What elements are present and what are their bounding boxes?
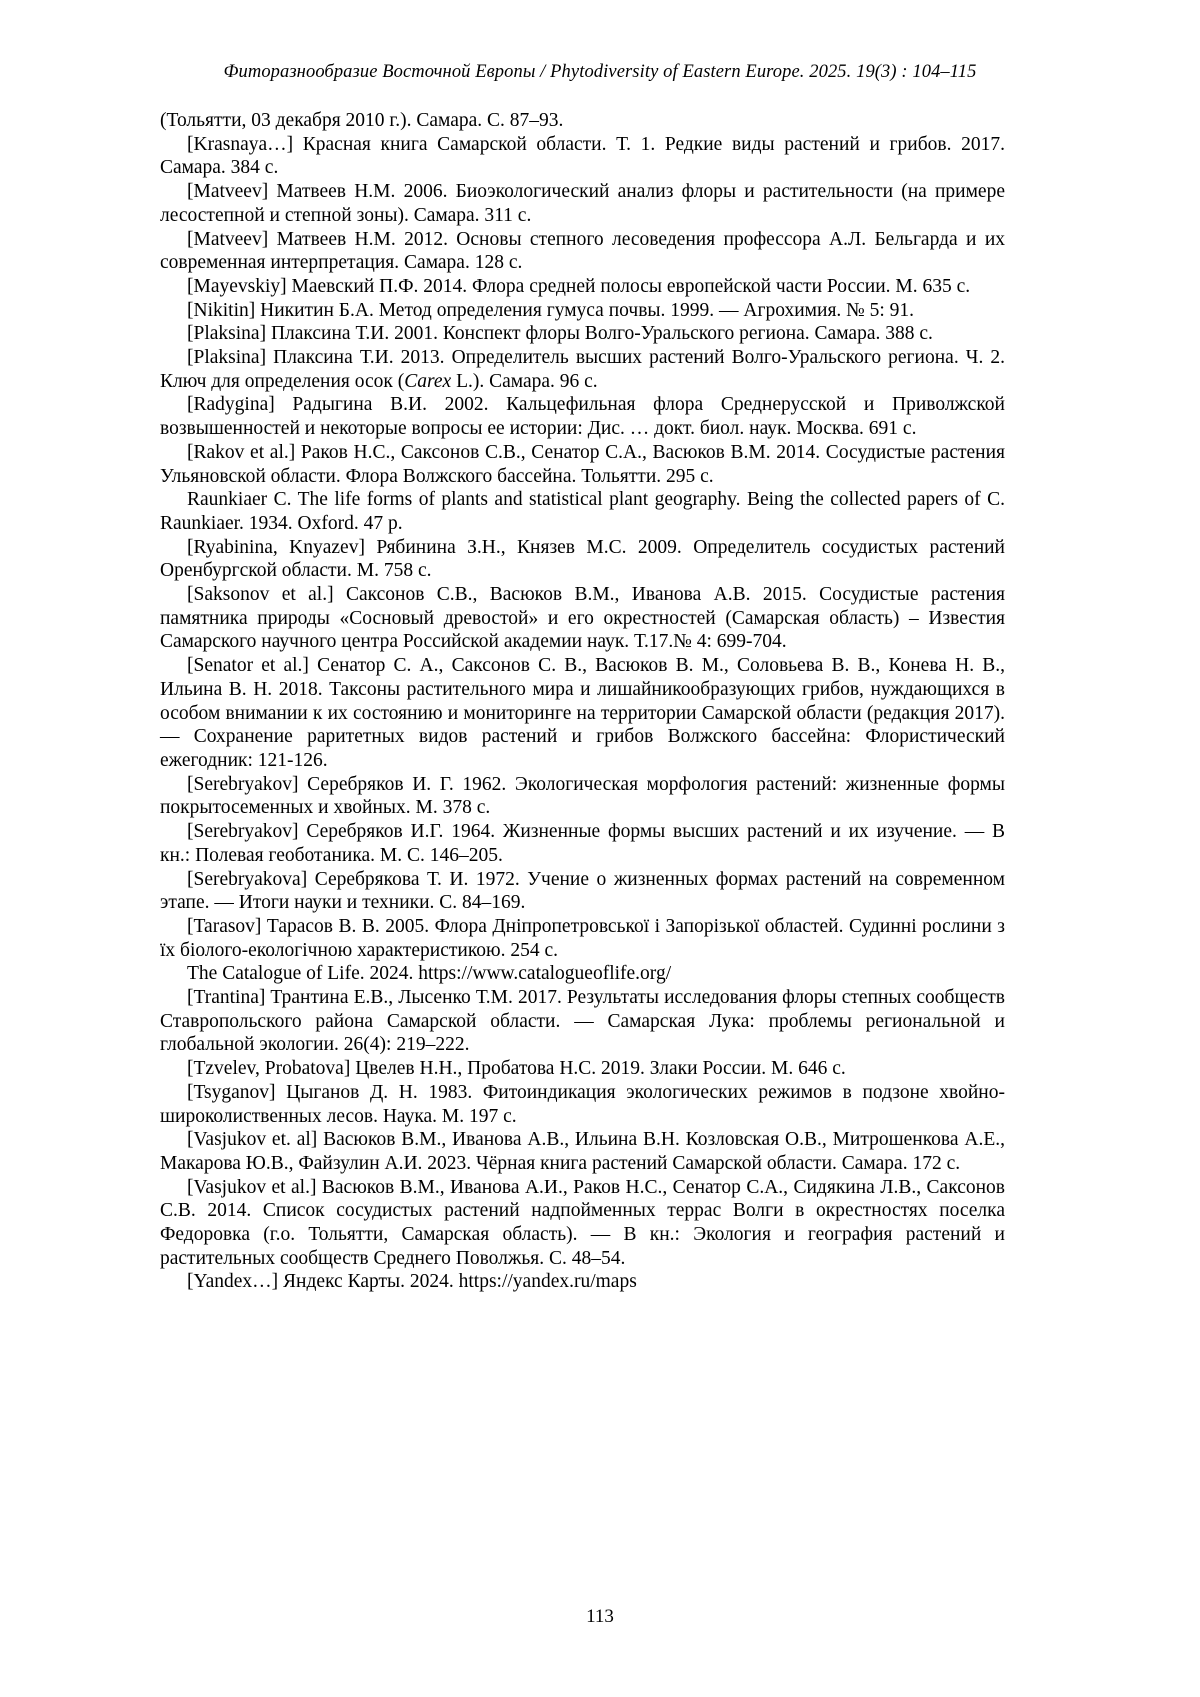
page-number: 113 [586,1606,614,1627]
reference-entry: [Ryabinina, Knyazev] Рябинина З.Н., Князев М.С. 2009. Определитель сосудистых растений Оренбургской области. М. 758 с. [160,536,1005,582]
reference-entry: [Serebryakov] Серебряков И.Г. 1964. Жизненные формы высших растений и их изучение. — В кн.: Полевая геоботаника. М. С. 146–205. [160,821,1005,866]
reference-entry: [Trantina] Трантина Е.В., Лысенко Т.М. 2017. Результаты исследования флоры степных сообществ Ставропольского района Самарской области. — Самарская Лука: проблемы региональной и глобальной экологии. 26(4): 219–222. [160,987,1005,1056]
reference-entry: [Mayevskiy] Маевский П.Ф. 2014. Флора средней полосы европейской части России. М. 635 с. [187,275,971,297]
reference-entry: [Tarasov] Тарасов В. В. 2005. Флора Дніпропетровської і Запорізької областей. Судинні рослини з їх біолого-екологічною характеристикою. 254 с. [160,915,1005,961]
reference-entry: [Vasjukov et. al] Васюков В.М., Иванова А.В., Ильина В.Н. Козловская О.В., Митрошенкова А.Е., Макарова Ю.В., Файзулин А.И. 2023. Чёрная книга растений Самарской области. Самара. 172 с. [160,1129,1005,1174]
reference-entry: [Krasnaya…] Красная книга Самарской области. Т. 1. Редкие виды растений и грибов. 2017. Самара. 384 с. [160,133,1005,179]
reference-entry: (Тольятти, 03 декабря 2010 г.). Самара. С. 87–93. [160,110,564,131]
reference-entry: [Vasjukov et al.] Васюков В.М., Иванова А.И., Раков Н.С., Сенатор С.А., Сидякина Л.В., Саксонов С.В. 2014. Список сосудистых растений надпойменных террас Волги в окрестностях поселка Федоровка (г.о. Тольятти, Самарская область). — В кн.: Экология и география растений и растительных сообществ Среднего Поволжья. С. 48–54. [160,1176,1005,1269]
reference-entry: Raunkiaer C. The life forms of plants and statistical plant geography. Being the collected papers of C. Raunkiaer. 1934. Oxford. 47 p. [160,489,1005,534]
reference-entry: [Matveev] Матвеев Н.М. 2012. Основы степного лесоведения профессора А.Л. Бельгарда и их современная интерпретация. Самара. 128 с. [160,228,1005,274]
reference-entry: [Radygina] Радыгина В.И. 2002. Кальцефильная флора Среднерусской и Приволжской возвышенностей и некоторые вопросы ее истории: Дис. … докт. биол. наук. Москва. 691 с. [160,394,1005,440]
reference-text: L.). Самара. 96 с. [451,370,598,392]
reference-text: [Plaksina] Плаксина Т.И. 2013. Определитель высших растений Волго-Уральского региона. Ч. 2. Ключ для определения осок ( [160,347,1005,392]
taxon-name-italic: Carex [404,370,452,392]
reference-entry: [Senator et al.] Сенатор С. А., Саксонов С. В., Васюков В. М., Соловьева В. В., Конева Н. В., Ильина В. Н. 2018. Таксоны растительного мира и лишайникообразующих грибов, нуждающихся в особом внимании к их состоянию и мониторинге на территории Самарской области (редакция 2017). — Сохранение раритетных видов растений и грибов Волжского бассейна: Флористический ежегодник: 121-126. [160,655,1005,771]
reference-entry: [Tzvelev, Probatova] Цвелев Н.Н., Пробатова Н.С. 2019. Злаки России. М. 646 с. [187,1058,846,1080]
references-list [160,109,1005,1294]
reference-entry: [Serebryakova] Серебрякова Т. И. 1972. Учение о жизненных формах растений на современном этапе. — Итоги науки и техники. С. 84–169. [160,868,1005,914]
reference-entry: [Matveev] Матвеев Н.М. 2006. Биоэкологический анализ флоры и растительности (на примере лесостепной и степной зоны). Самара. 311 с. [160,181,1005,226]
reference-entry: The Catalogue of Life. 2024. https://www.catalogueoflife.org/ [187,963,672,985]
running-head: Фиторазнообразие Восточной Европы / Phytodiversity of Eastern Europe. 2025. 19(3) : 104–115 [223,62,977,82]
reference-entry: [Plaksina] Плаксина Т.И. 2001. Конспект флоры Волго-Уральского региона. Самара. 388 с. [187,323,933,345]
reference-entry: [Tsyganov] Цыганов Д. Н. 1983. Фитоиндикация экологических режимов в подзоне хвойно-широколиственных лесов. Наука. М. 197 с. [160,1081,1005,1127]
reference-entry: [Rakov et al.] Раков Н.С., Саксонов С.В., Сенатор С.А., Васюков В.М. 2014. Сосудистые растения Ульяновской области. Флора Волжского бассейна. Тольятти. 295 с. [160,441,1005,487]
reference-entry [160,346,1005,393]
reference-entry: [Saksonov et al.] Саксонов С.В., Васюков В.М., Иванова А.В. 2015. Сосудистые растения памятника природы «Сосновый древостой» и его окрестностей (Самарская область) – Известия Самарского научного центра Российской академии наук. Т.17.№ 4: 699-704. [160,584,1005,653]
reference-entry: [Serebryakov] Серебряков И. Г. 1962. Экологическая морфология растений: жизненные формы покрытосеменных и хвойных. М. 378 с. [160,773,1005,819]
reference-entry: [Yandex…] Яндекс Карты. 2024. https://yandex.ru/maps [187,1271,637,1293]
reference-entry: [Nikitin] Никитин Б.А. Метод определения гумуса почвы. 1999. — Агрохимия. № 5: 91. [187,299,915,321]
